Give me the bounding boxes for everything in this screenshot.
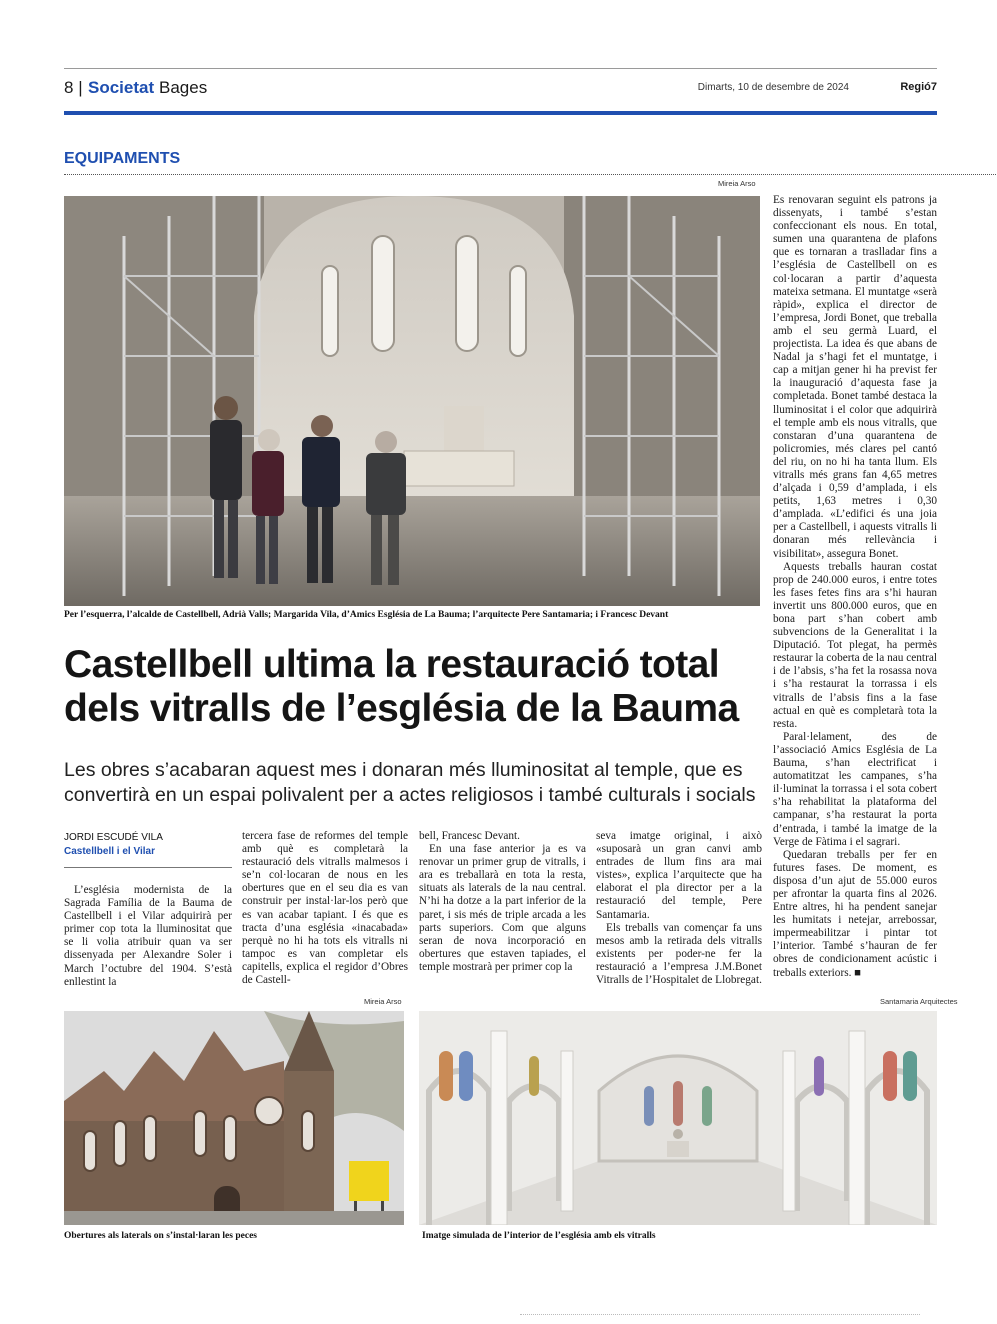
byline-name: JORDI ESCUDÉ VILA	[64, 832, 163, 843]
main-photo-credit: Mireia Arso	[718, 179, 756, 188]
paragraph: tercera fase de reformes del temple amb què es completarà la restauració dels vitralls malmesos i se’n col·locaran de nous en les obertures que en el seu dia es van construir per instal·lar-los però que es van acabar tapiant. I és que es tracta d’una església «inacabada» perquè no hi ha tots els vitralls ni tampoc es van completar els capitells, explica el regidor d’Obres de Castell-	[242, 830, 408, 987]
render-photo-caption: Imatge simulada de l’interior de l’església amb els vitralls	[422, 1231, 656, 1241]
article-column-1	[64, 884, 232, 989]
subheadline-line-2: convertirà en un espai polivalent per a actes religiosos i també culturals i socials	[64, 784, 756, 806]
article-column-5	[773, 194, 937, 980]
publication-name: Regió7	[900, 81, 937, 93]
page-header	[64, 78, 937, 100]
bottom-dotted-rule	[520, 1314, 920, 1321]
subsection-name: Bages	[159, 78, 208, 97]
paragraph: Quedaran treballs per fer en futures fases. De moment, es disposa d’un ajut de 55.000 euros per afrontar la quarta fins al 2026. Entre altres, hi ha pendent sanejar les humitats i netejar, arrebossar, impermeabilitzar i pintar tot l’interior. També s’hauran de fer obres de condicionament acústic i treballs exteriors. ■	[773, 848, 937, 979]
byline-place: Castellbell i el Vilar	[64, 846, 155, 857]
article-column-3	[419, 830, 586, 974]
paragraph: seva imatge original, i això «suposarà un gran canvi amb entrades de llum fins ara mai vistes», explica l’arquitecte que ha elaborat el pla director per a la restauració del temple, Pere Santamaria.	[596, 830, 762, 921]
headline-line-1: Castellbell ultima la restauració total	[64, 643, 719, 686]
headline-line-2: dels vitralls de l’església de la Bauma	[64, 687, 739, 730]
article-column-2	[242, 830, 408, 987]
paragraph: Aquests treballs hauran costat prop de 240.000 euros, i entre totes les fases fetes fins ara s’hi hauran invertit uns 800.000 euros, que en bona part s’han cobert amb subvencions de la Generalitat i la Diputació. Tot plegat, ha permès restaurar la coberta de la nau central i de l’absis, s’ha fet la rosassa nova i s’ha restaurat la torrassa i els vitralls de l’absis fins a la fase actual en què es completarà tota la resta.	[773, 560, 937, 730]
paragraph: Paral·lelament, des de l’associació Amics Església de La Bauma, s’han electrificat i automatitzat les campanes, s’ha il·luminat la torrassa i el sota cobert s’ha rehabilitat la plataforma del campanar, s’ha restaurat la porta d’entrada, i també la imatge de la Verge de Fàtima i el sagrari.	[773, 730, 937, 848]
paragraph: bell, Francesc Devant.	[419, 830, 521, 842]
interior-render-image	[419, 1011, 937, 1225]
dotted-rule	[64, 174, 996, 175]
main-photo-caption: Per l’esquerra, l’alcalde de Castellbell, Adrià Valls; Margarida Vila, d’Amics Església de La Bauma; l’arquitecte Pere Santamaria; i Francesc Devant	[64, 610, 669, 620]
subheadline	[64, 758, 764, 808]
headline	[64, 643, 764, 731]
page-number: 8 |	[64, 78, 83, 97]
header-date: Dimarts, 10 de desembre de 2024	[697, 82, 849, 93]
header-bar	[64, 111, 937, 115]
paragraph: L’església modernista de la Sagrada Família de la Bauma de Castellbell i el Vilar adquirirà per primer cop tota la lluminositat que se li volia atribuir quan va ser dissenyada per Alexandre Soler i March l’octubre del 1904. S’està enllestint la	[64, 884, 232, 988]
render-photo-credit: Santamaria Arquitectes	[880, 997, 958, 1006]
paragraph: Els treballs van començar fa uns mesos amb la retirada dels vitralls existents per poder-ne fer la restauració a l’empresa J.M.Bonet Vitralls de l’Hospitalet de Llobregat.	[596, 921, 762, 987]
church-photo-credit: Mireia Arso	[364, 997, 402, 1006]
section-label: EQUIPAMENTS	[64, 150, 181, 167]
church-exterior-photo	[64, 1011, 404, 1225]
byline-rule	[64, 867, 232, 868]
top-rule	[64, 68, 937, 69]
paragraph: Es renovaran seguint els patrons ja dissenyats, i també s’estan confeccionant els nous. En total, sumen una quarantena de plafons que es tornaran a traslladar fins a l’església de Castellbell on es col·locaran a partir d’aquesta mateixa setmana. El muntatge «serà ràpid», explica el director de l’empresa, Jordi Bonet, que treballa amb el seu germà Luard, el projectista. La idea és que abans de Nadal ja s’hagi fet el muntatge, i cap a mitjan gener hi ha previst fer la inauguració d’aquesta fase ja completada. Bonet també destaca la lluminositat i el color que adquirirà el temple amb els nous vitralls, que constaran d’una quarantena de policromies, més clares pel cantó del riu, on no hi ha tanta llum. Els vitralls més grans fan 4,65 metres d’alçada i 0,59 d’amplada, i els petits, 1,63 metres i 0,30 d’amplada. «L’edifici és una joia per a Castellbell, i aquests vitralls li donaran més rellevància i visibilitat», assegura Bonet.	[773, 194, 937, 560]
article-column-4	[596, 830, 762, 987]
section-name: Societat	[88, 78, 155, 97]
main-photo	[64, 196, 760, 606]
paragraph: En una fase anterior ja es va renovar un primer grup de vitralls, i ara es treballarà en tota la resta, situats als laterals de la nau central. N’hi ha dotze a la part inferior de la paret, i sis més de triple arcada a les parts superiors. Com que alguns seran de nova incorporació en obertures que estaven tapiades, el temple mostrarà per primer cop la	[419, 843, 586, 973]
church-photo-caption: Obertures als laterals on s’instal·laran les peces	[64, 1231, 257, 1241]
subheadline-line-1: Les obres s’acabaran aquest mes i donaran més lluminositat al temple, que es	[64, 759, 743, 781]
